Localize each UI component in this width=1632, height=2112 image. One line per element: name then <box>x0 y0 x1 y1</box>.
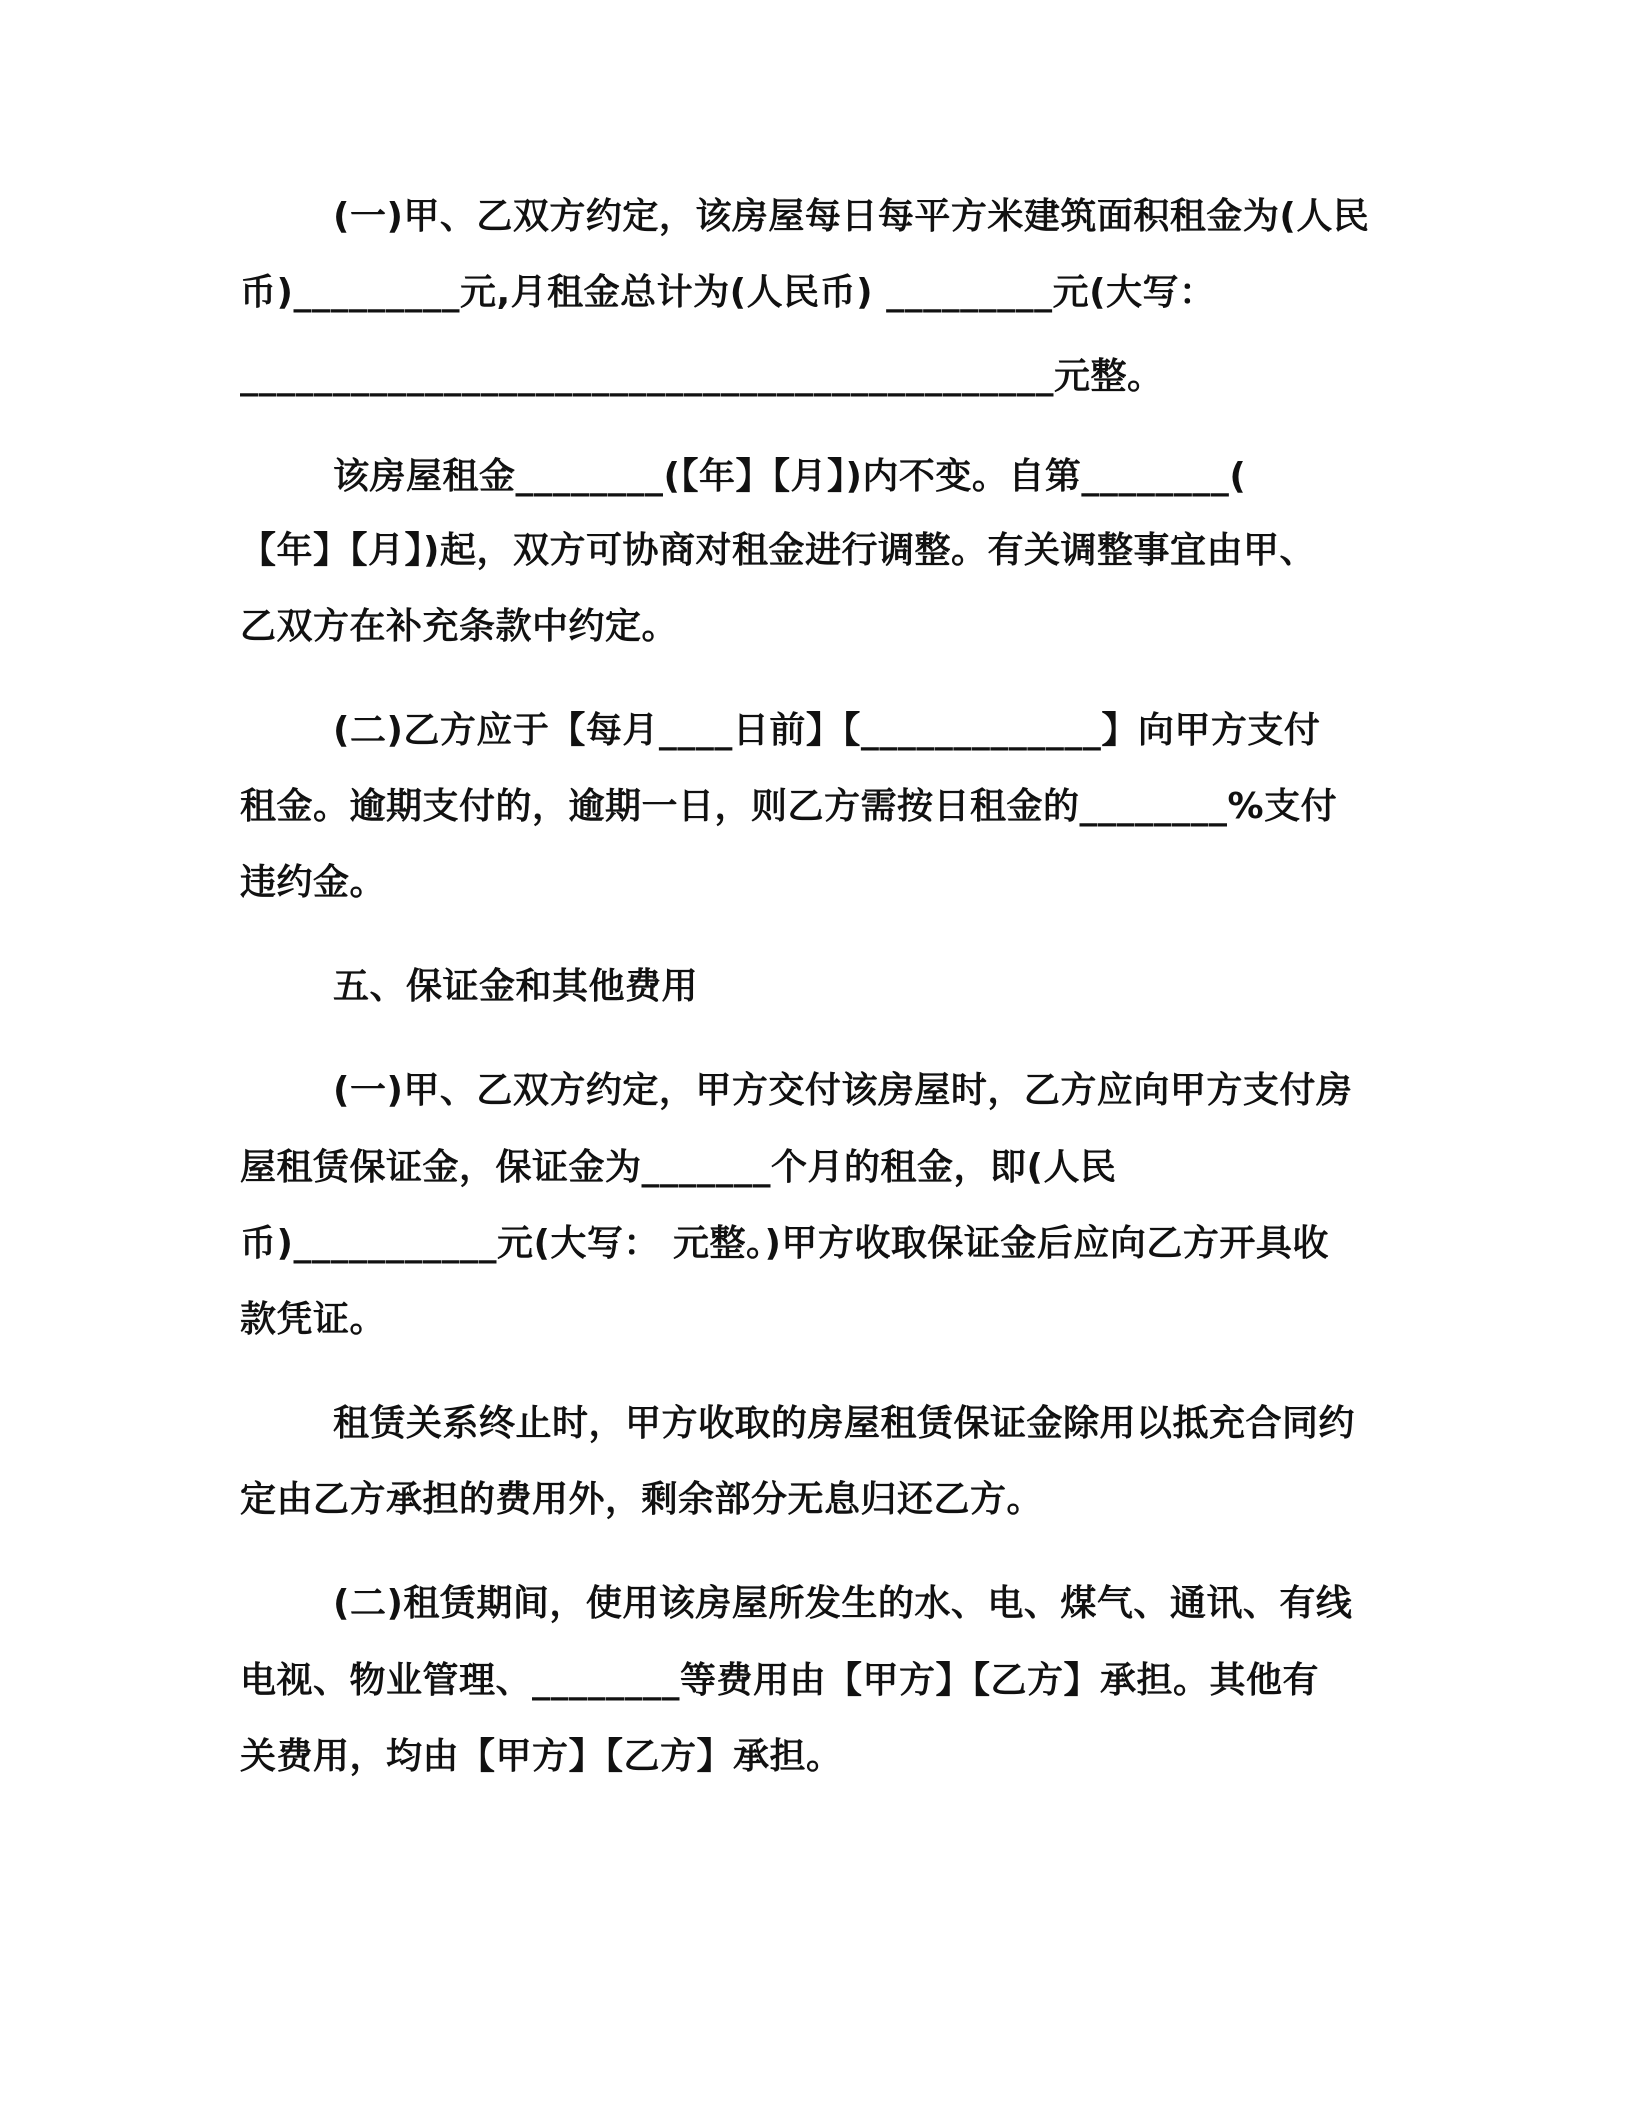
text-line: (一)甲、乙双方约定，甲方交付该房屋时，乙方应向甲方支付房 <box>333 1070 1353 1111</box>
text-line: (一)甲、乙双方约定，该房屋每日每平方米建筑面积租金为(人民 <box>333 196 1370 237</box>
text-line: 乙双方在补充条款中约定。 <box>240 606 679 647</box>
text-line: 币)_________元,月租金总计为(人民币) _________元(大写： <box>240 272 1216 313</box>
text-line: 币)___________元(大写： 元整。)甲方收取保证金后应向乙方开具收 <box>240 1223 1329 1264</box>
text-line: 租赁关系终止时，甲方收取的房屋租赁保证金除用以抵充合同约 <box>333 1403 1356 1444</box>
section-heading: 五、保证金和其他费用 <box>333 966 699 1007</box>
text-line: 定由乙方承担的费用外，剩余部分无息归还乙方。 <box>240 1479 1044 1520</box>
text-line: 租金。逾期支付的，逾期一日，则乙方需按日租金的________%支付 <box>240 786 1338 827</box>
text-line: 款凭证。 <box>240 1299 387 1340</box>
text-line: (二)乙方应于【每月____日前】【_____________】向甲方支付 <box>333 710 1321 751</box>
text-line: 【年】【月】)起，双方可协商对租金进行调整。有关调整事宜由甲、 <box>240 530 1316 571</box>
text-line: 违约金。 <box>240 862 387 903</box>
text-line: ____________________________________________元整。 <box>240 356 1164 397</box>
text-line: 该房屋租金________(【年】【月】)内不变。自第________( <box>333 456 1247 497</box>
text-line: 关费用，均由【甲方】【乙方】承担。 <box>240 1736 843 1777</box>
text-line: 电视、物业管理、________等费用由【甲方】【乙方】承担。其他有 <box>240 1660 1320 1701</box>
text-line: 屋租赁保证金，保证金为_______个月的租金，即(人民 <box>240 1147 1117 1188</box>
text-line: (二)租赁期间，使用该房屋所发生的水、电、煤气、通讯、有线 <box>333 1583 1353 1624</box>
